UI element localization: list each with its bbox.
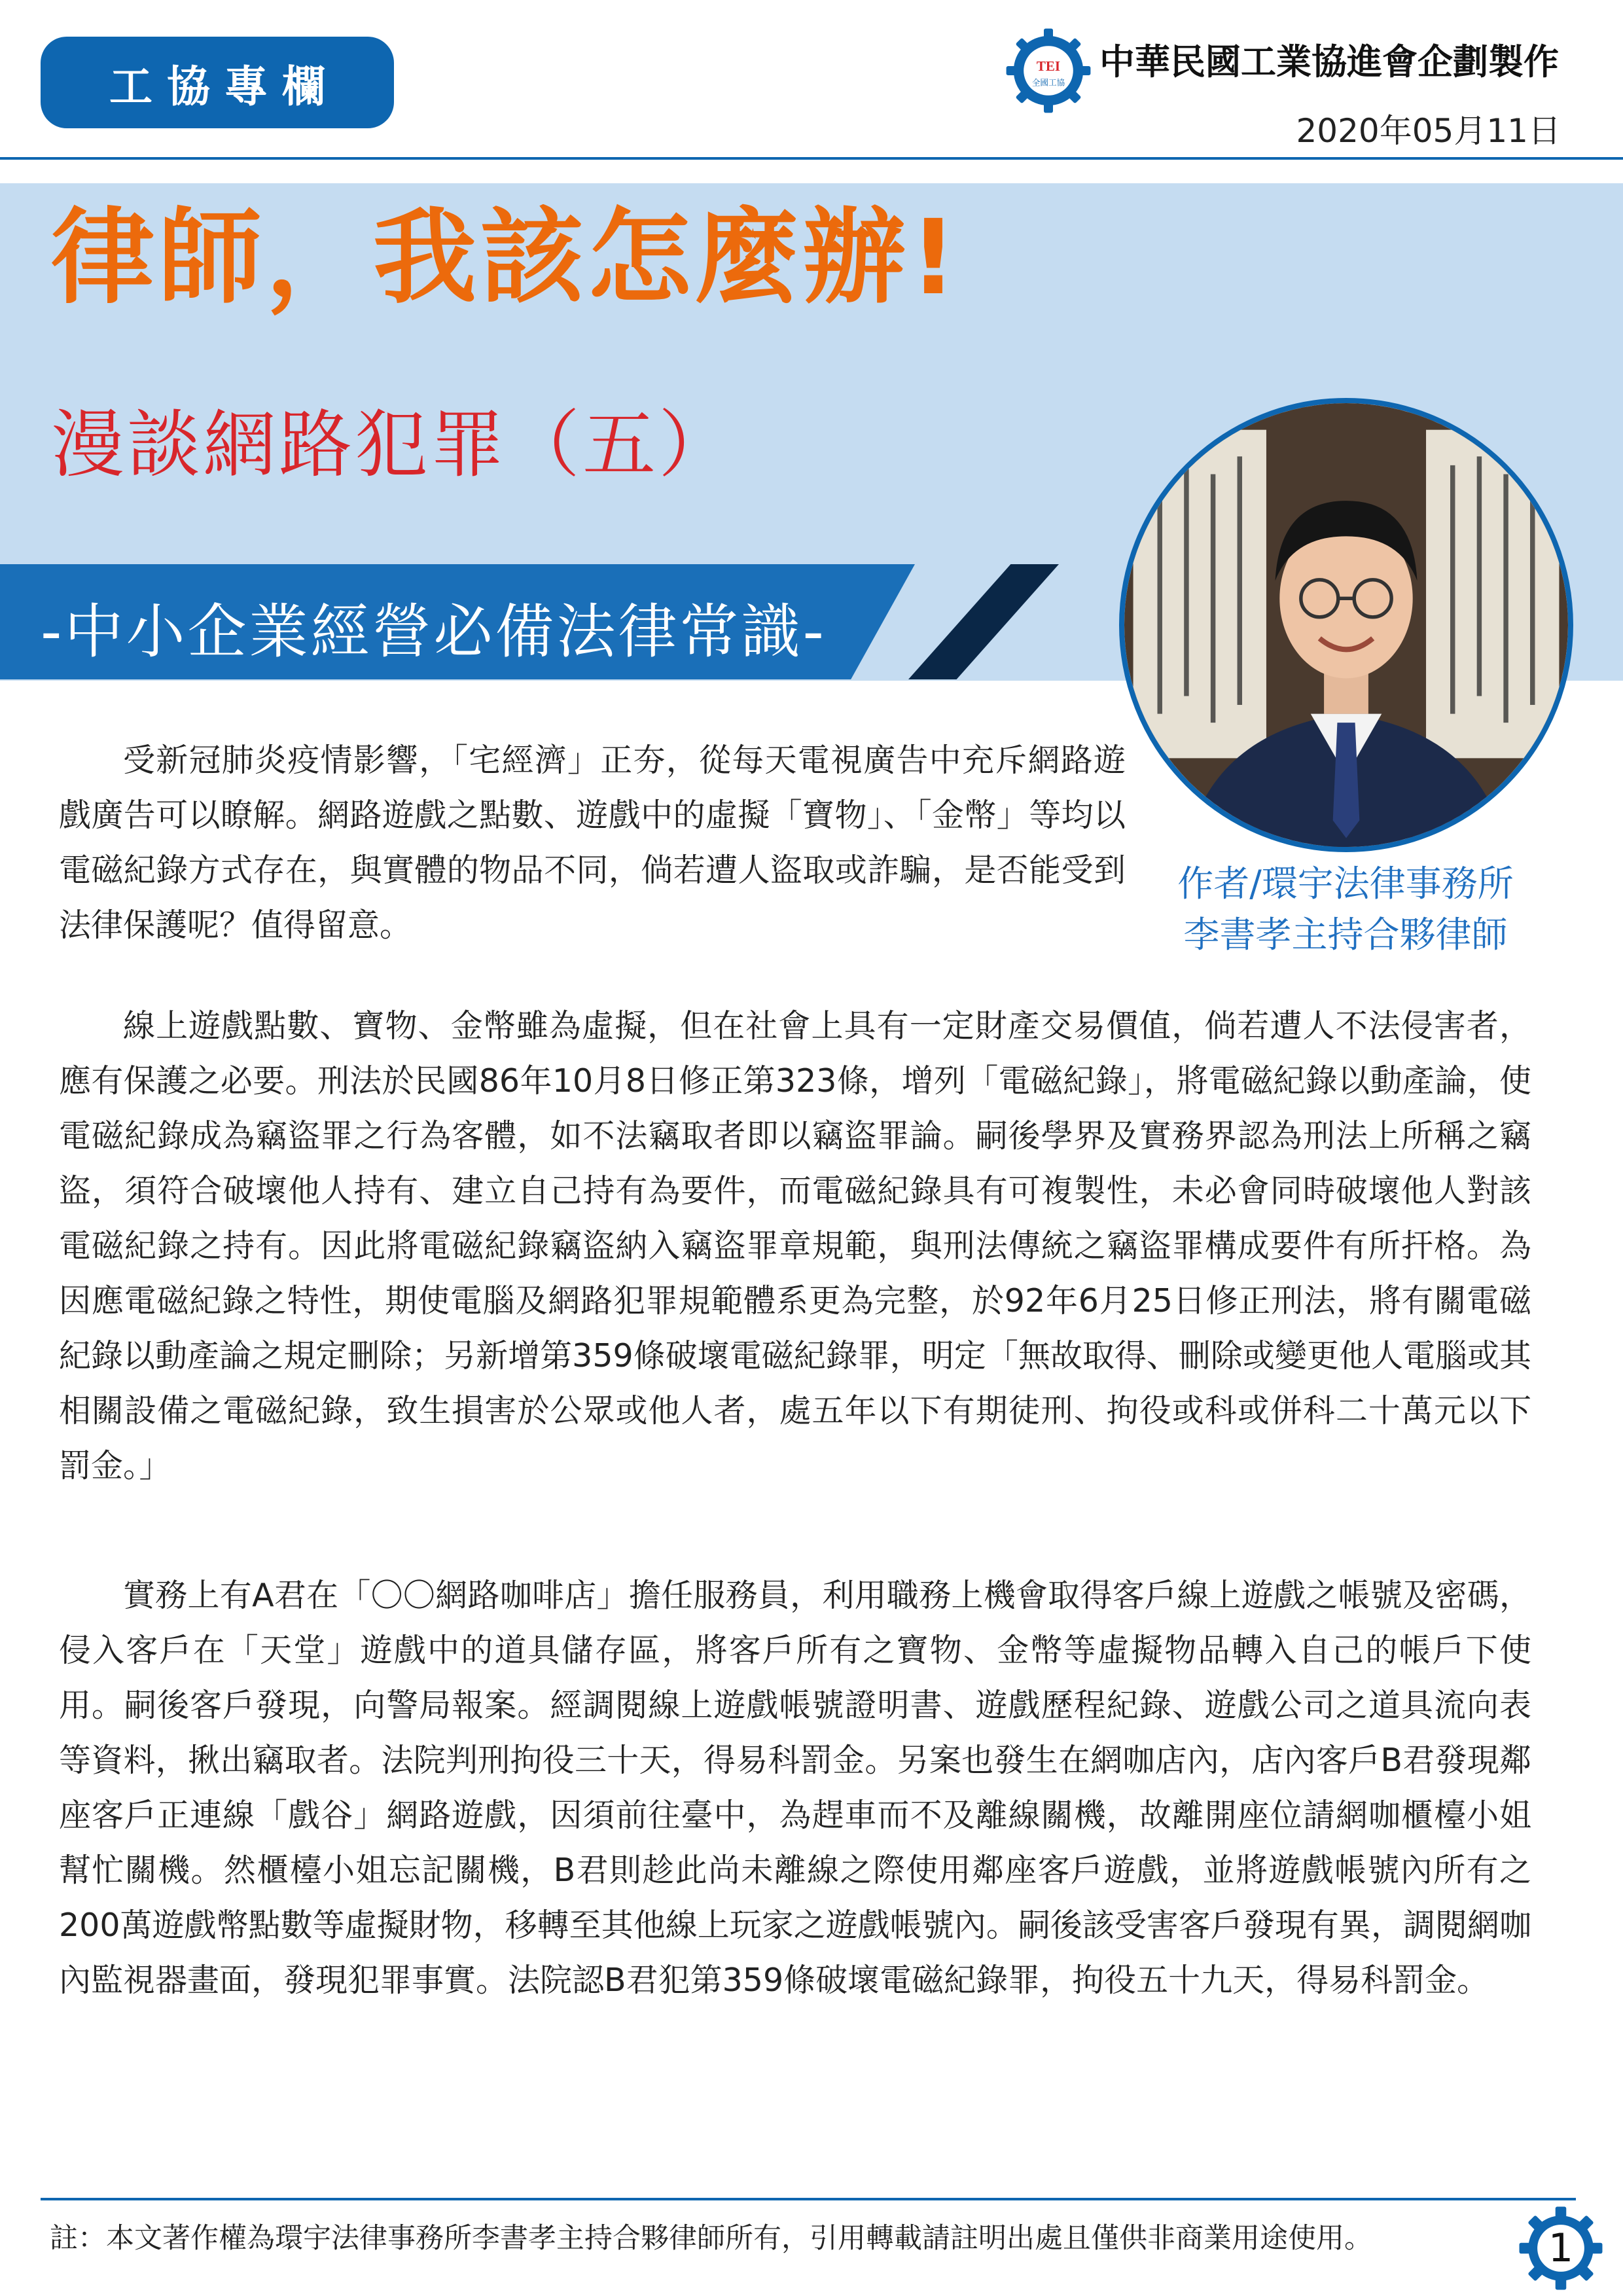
- main-title: 律師，我該怎麼辦!: [51, 198, 961, 318]
- tagline: -中小企業經營必備法律常識-: [41, 598, 827, 666]
- page-number: 1: [1548, 2225, 1574, 2271]
- header-divider: [0, 157, 1623, 160]
- body-paragraph: 線上遊戲點數、寶物、金幣雖為虛擬，但在社會上具有一定財產交易價值，倘若遭人不法侵害者，應有保護之必要。刑法於民國86年10月8日修正第323條，增列「電磁紀錄」，將電磁紀錄以動產論，使電磁紀錄成為竊盜罪之行為客體，如不法竊取者即以竊盜罪論。嗣後學界及實務界認為刑法上所稱之竊盜，須符合破壞他人持有、建立自己持有為要件，而電磁紀錄具有可複製性，未必會同時破壞他人對該電磁紀錄之持有。因此將電磁紀錄竊盜納入竊盜罪章規範，與刑法傳統之竊盜罪構成要件有所扞格。為因應電磁紀錄之特性，期使電腦及網路犯罪規範體系更為完整，於92年6月25日修正刑法，將有關電磁紀錄以動產論之規定刪除；另新增第359條破壞電磁紀錄罪，明定「無故取得、刪除或變更他人電腦或其相關設備之電磁紀錄，致生損害於公眾或他人者，處五年以下有期徒刑、拘役或科或併科二十萬元以下罰金。」: [59, 1007, 1531, 1484]
- body-paragraph: 實務上有A君在「〇〇網路咖啡店」擔任服務員，利用職務上機會取得客戶線上遊戲之帳號及密碼，侵入客戶在「天堂」遊戲中的道具儲存區，將客戶所有之寶物、金幣等虛擬物品轉入自己的帳戶下使用。嗣後客戶發現，向警局報案。經調閱線上遊戲帳號證明書、遊戲歷程紀錄、遊戲公司之道具流向表等資料，揪出竊取者。法院判刑拘役三十天，得易科罰金。另案也發生在網咖店內，店內客戶B君發現鄰座客戶正連線「戲谷」網路遊戲，因須前往臺中，為趕車而不及離線關機，故離開座位請網咖櫃檯小姐幫忙關機。然櫃檯小姐忘記關機，B君則趁此尚未離線之際使用鄰座客戶遊戲，並將遊戲帳號內所有之200萬遊戲幣點數等虛擬財物，移轉至其他線上玩家之遊戲帳號內。嗣後該受害客戶發現有異，調閱網咖內監視器畫面，發現犯罪事實。法院認B君犯第359條破壞電磁紀錄罪，拘役五十九天，得易科罰金。: [59, 1577, 1531, 1999]
- publish-date: 2020年05月11日: [1296, 112, 1561, 150]
- gear-icon: [1003, 25, 1094, 117]
- logo-text-top: TEI: [1036, 58, 1061, 74]
- author-affiliation: 作者/環宇法律事務所: [1177, 863, 1514, 905]
- copyright-note: 註：本文著作權為環宇法律事務所李書孝主持合夥律師所有，引用轉載請註明出處且僅供非商業用途使用。: [50, 2222, 1372, 2255]
- author-name: 李書孝主持合夥律師: [1183, 914, 1508, 956]
- org-name: 中華民國工業協進會企劃製作: [1099, 41, 1559, 82]
- sub-title: 漫談網路犯罪（五）: [51, 403, 734, 488]
- author-portrait: [1119, 398, 1573, 852]
- logo-text-bottom: 全國工協: [1031, 77, 1065, 88]
- column-tag: 工協專欄: [41, 37, 394, 128]
- body-paragraph: 受新冠肺炎疫情影響，「宅經濟」正夯，從每天電視廣告中充斥網路遊戲廣告可以瞭解。網路遊戲之點數、遊戲中的虛擬「寶物」、「金幣」等均以電磁紀錄方式存在，與實體的物品不同，倘若遭人盜取或詐騙，是否能受到法律保護呢？值得留意。: [59, 742, 1126, 944]
- footer-divider: [41, 2198, 1576, 2200]
